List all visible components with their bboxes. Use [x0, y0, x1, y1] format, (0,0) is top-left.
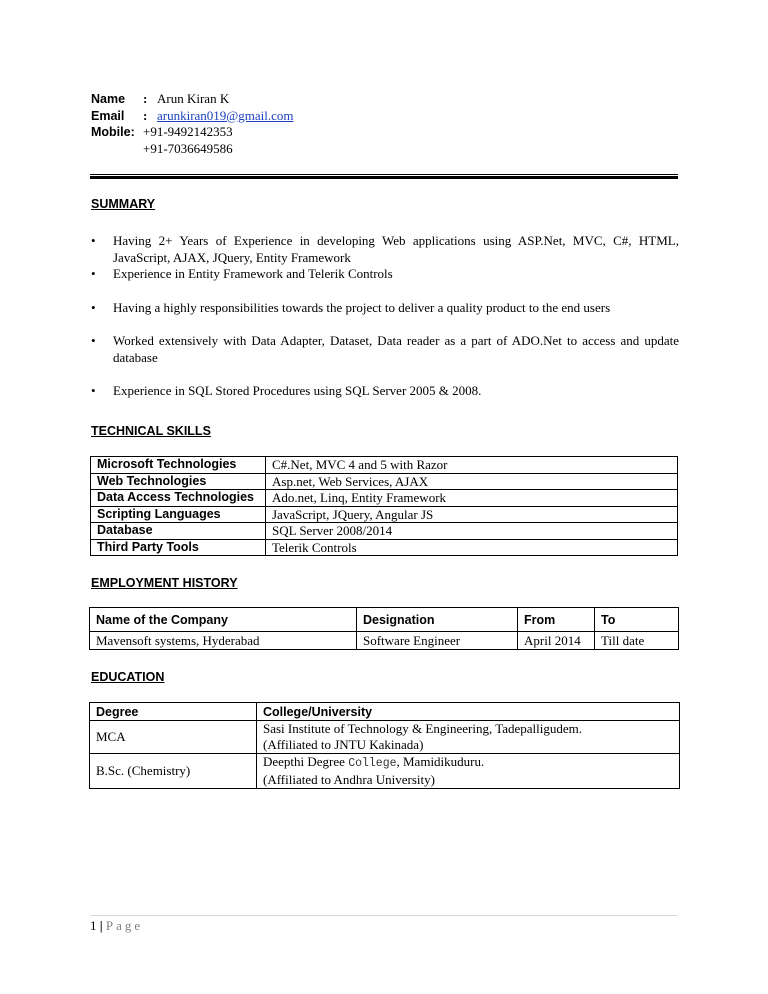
contact-block [91, 91, 294, 157]
employment-table [89, 607, 679, 650]
name-row [91, 91, 294, 108]
header-divider-top [90, 174, 678, 175]
table-header-row: Name of the Company Designation From To [90, 608, 679, 632]
table-row: Microsoft Technologies C#.Net, MVC 4 and 5 with Razor [91, 457, 678, 474]
email-separator: : [143, 107, 148, 123]
table-row: Database SQL Server 2008/2014 [91, 523, 678, 540]
mobile-number-2: +91-7036649586 [143, 140, 233, 156]
summary-item: • Worked extensively with Data Adapter, Dataset, Data reader as a part of ADO.Net to access and update database [91, 333, 679, 365]
summary-item: • Having a highly responsibilities towards the project to deliver a quality product to the end users [91, 299, 611, 315]
name-separator: : [143, 91, 148, 106]
bullet-icon: • [91, 299, 96, 315]
table-header-row: Degree College/University [90, 703, 680, 721]
table-row: Web Technologies Asp.net, Web Services, AJAX [91, 473, 678, 490]
page-label: Page [105, 918, 144, 933]
name-label: Name [91, 92, 126, 106]
bullet-icon: • [91, 266, 96, 281]
email-link[interactable]: arunkiran019@gmail.com [157, 107, 294, 123]
footer-divider [90, 915, 678, 916]
table-row: Mavensoft systems, Hyderabad Software Engineer April 2014 Till date [90, 632, 679, 650]
table-row: B.Sc. (Chemistry) Deepthi Degree College, Mamidikuduru. (Affiliated to Andhra University) [90, 754, 680, 789]
email-row [91, 108, 294, 125]
mobile-number-1: +91-9492142353 [143, 124, 233, 139]
table-row: Data Access Technologies Ado.net, Linq, Entity Framework [91, 490, 678, 507]
bullet-icon: • [91, 383, 96, 398]
page-footer [90, 918, 143, 934]
name-value: Arun Kiran K [157, 91, 230, 106]
bullet-icon: • [91, 233, 96, 248]
table-row: MCA Sasi Institute of Technology & Engineering, Tadepalligudem. (Affiliated to JNTU Kakinada) [90, 721, 680, 754]
technical-skills-table [90, 456, 678, 556]
education-table [89, 702, 680, 789]
page-number: 1 [90, 918, 97, 933]
education-heading: EDUCATION [91, 670, 165, 684]
table-row: Third Party Tools Telerik Controls [91, 539, 678, 556]
table-row: Scripting Languages JavaScript, JQuery, Angular JS [91, 506, 678, 523]
mobile-label: Mobile: [91, 125, 135, 139]
bullet-icon: • [91, 333, 96, 348]
summary-item: • Experience in Entity Framework and Telerik Controls [91, 266, 393, 281]
mobile-row [91, 124, 294, 141]
header-divider-bottom [90, 176, 678, 179]
summary-item: • Experience in SQL Stored Procedures using SQL Server 2005 & 2008. [91, 383, 482, 398]
footer-separator: | [99, 918, 103, 933]
technical-skills-heading: TECHNICAL SKILLS [91, 424, 211, 438]
summary-item: • Having 2+ Years of Experience in developing Web applications using ASP.Net, MVC, C#, HTML, JavaScript, AJAX, JQuery, Entity Framework [91, 233, 679, 265]
summary-list [91, 233, 679, 400]
summary-heading: SUMMARY [91, 197, 156, 211]
mobile-row-2 [91, 141, 294, 158]
email-label: Email [91, 108, 125, 123]
employment-history-heading: EMPLOYMENT HISTORY [91, 576, 238, 590]
